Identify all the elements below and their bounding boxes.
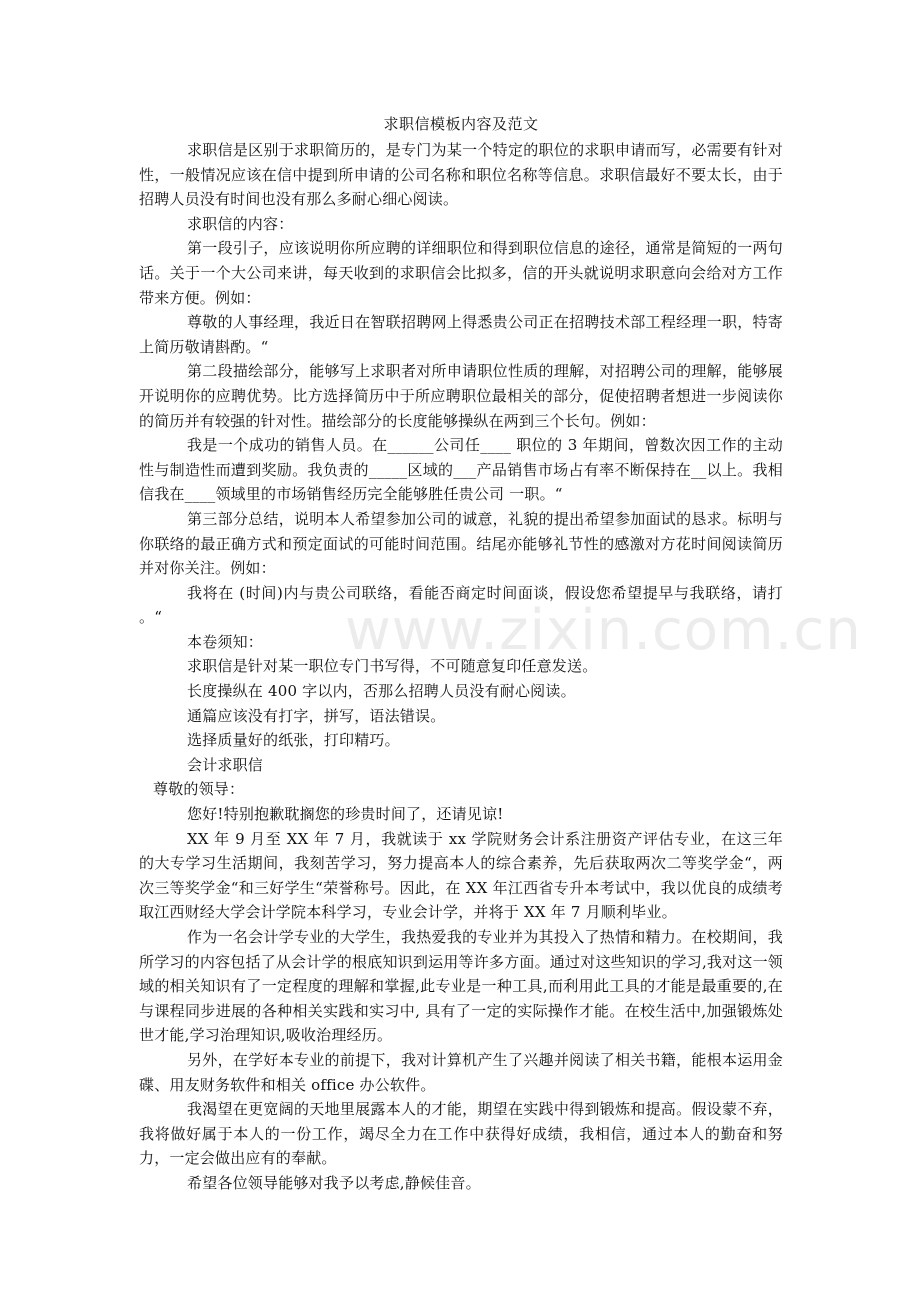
watermark: www.zixin.com.cn <box>345 598 862 663</box>
letter-paragraph-computer: 另外，在学好本专业的前提下，我对计算机产生了兴趣并阅读了相关书籍，能根本运用金碟、用友财务软件和相关 office 办公软件。 <box>139 1050 783 1094</box>
paragraph-example-one: 尊敬的人事经理，我近日在智联招聘网上得悉贵公司正在招聘技术部工程经理一职，特寄上简历敬请斟酌。“ <box>139 313 783 356</box>
paragraph-note-4: 选择质量好的纸张，打印精巧。 <box>187 731 400 750</box>
document-page <box>139 112 783 1196</box>
letter-paragraph-education: XX 年 9 月至 XX 年 7 月，我就读于 xx 学院财务会计系注册资产评估专业，在这三年的大专学习生活期间，我刻苦学习，努力提高本人的综合素养，先后获取两次二等奖学金“，两次三等奖学金“和三好学生“荣誉称号。因此，在 XX 年江西省专升本考试中，我以优良的成绩考取江西财经大学会计学院本科学习，专业会计学，并将于 XX 年 7 月顺利毕业。 <box>139 829 783 922</box>
document-title: 求职信模板内容及范文 <box>383 115 539 133</box>
paragraph-part-one: 第一段引子，应该说明你所应聘的详细职位和得到职位信息的途径，通常是简短的一两句话。关于一个大公司来讲，每天收到的求职信会比拟多，信的开头就说明求职意向会给对方工作带来方便。例如： <box>139 239 783 307</box>
paragraph-note-2: 长度操纵在 400 字以内，否那么招聘人员没有耐心阅读。 <box>187 682 576 701</box>
letter-paragraph-greeting: 您好!特别抱歉耽搁您的珍贵时间了，还请见谅! <box>187 805 504 824</box>
letter-paragraph-aspiration: 我渴望在更宽阔的天地里展露本人的才能，期望在实践中得到锻炼和提高。假设蒙不弃，我将做好属于本人的一份工作，竭尽全力在工作中获得好成绩，我相信，通过本人的勤奋和努力，一定会做出应有的奉献。 <box>139 1100 783 1168</box>
paragraph-note-3: 通篇应该没有打字，拼写，语法错误。 <box>187 706 446 725</box>
paragraph-note-1: 求职信是针对某一职位专门书写得，不可随意复印任意发送。 <box>187 657 598 676</box>
paragraph-intro: 求职信是区别于求职简历的，是专门为某一个特定的职位的求职申请而写，必需要有针对性，一般情况应该在信中提到所申请的公司名称和职位名称等信息。求职信最好不要太长，由于招聘人员没有时间也没有那么多耐心细心阅读。 <box>139 141 783 209</box>
paragraph-letter-heading: 会计求职信 <box>187 755 264 774</box>
paragraph-notes-heading: 本卷须知： <box>187 632 264 651</box>
paragraph-part-two: 第二段描绘部分，能够写上求职者对所申请职位性质的理解，对招聘公司的理解，能够展开说明你的应聘优势。比方选择简历中于所应聘职位最相关的部分，促使招聘者想进一步阅读你的简历并有较强的针对性。描绘部分的长度能够操纵在两到三个长句。例如： <box>139 362 783 430</box>
letter-salutation: 尊敬的领导： <box>153 780 245 799</box>
letter-paragraph-closing: 希望各位领导能够对我予以考虑,静候佳音。 <box>187 1173 481 1192</box>
paragraph-example-three: 我将在 (时间)内与贵公司联络，看能否商定时间面谈，假设您希望提早与我联络，请打 。“ <box>139 583 783 627</box>
paragraph-part-three: 第三部分总结，说明本人希望参加公司的诚意，礼貌的提出希望参加面试的恳求。标明与你联络的最正确方式和预定面试的可能时间范围。结尾亦能够礼节性的感激对方花时间阅读简历并对你关注。例如： <box>139 509 783 578</box>
paragraph-example-two: 我是一个成功的销售人员。在______公司任____ 职位的 3 年期间，曾数次因工作的主动性与制造性而遭到奖励。我负责的_____区域的___产品销售市场占有率不断保持在__以上。我相信我在____领域里的市场销售经历完全能够胜任贵公司 一职。“ <box>139 436 783 504</box>
paragraph-content-heading: 求职信的内容： <box>187 214 294 233</box>
letter-paragraph-major: 作为一名会计学专业的大学生，我热爱我的专业并为其投入了热情和精力。在校期间，我所学习的内容包括了从会计学的根底知识到运用等许多方面。通过对这些知识的学习,我对这一领域的相关知识有了一定程度的理解和掌握,此专业是一种工具,而利用此工具的才能是最重要的,在与课程同步进展的各种相关实践和实习中, 具有了一定的实际操作才能。在校生活中,加强锻炼处世才能,学习治理知识,吸收治理经历。 <box>139 928 783 1045</box>
